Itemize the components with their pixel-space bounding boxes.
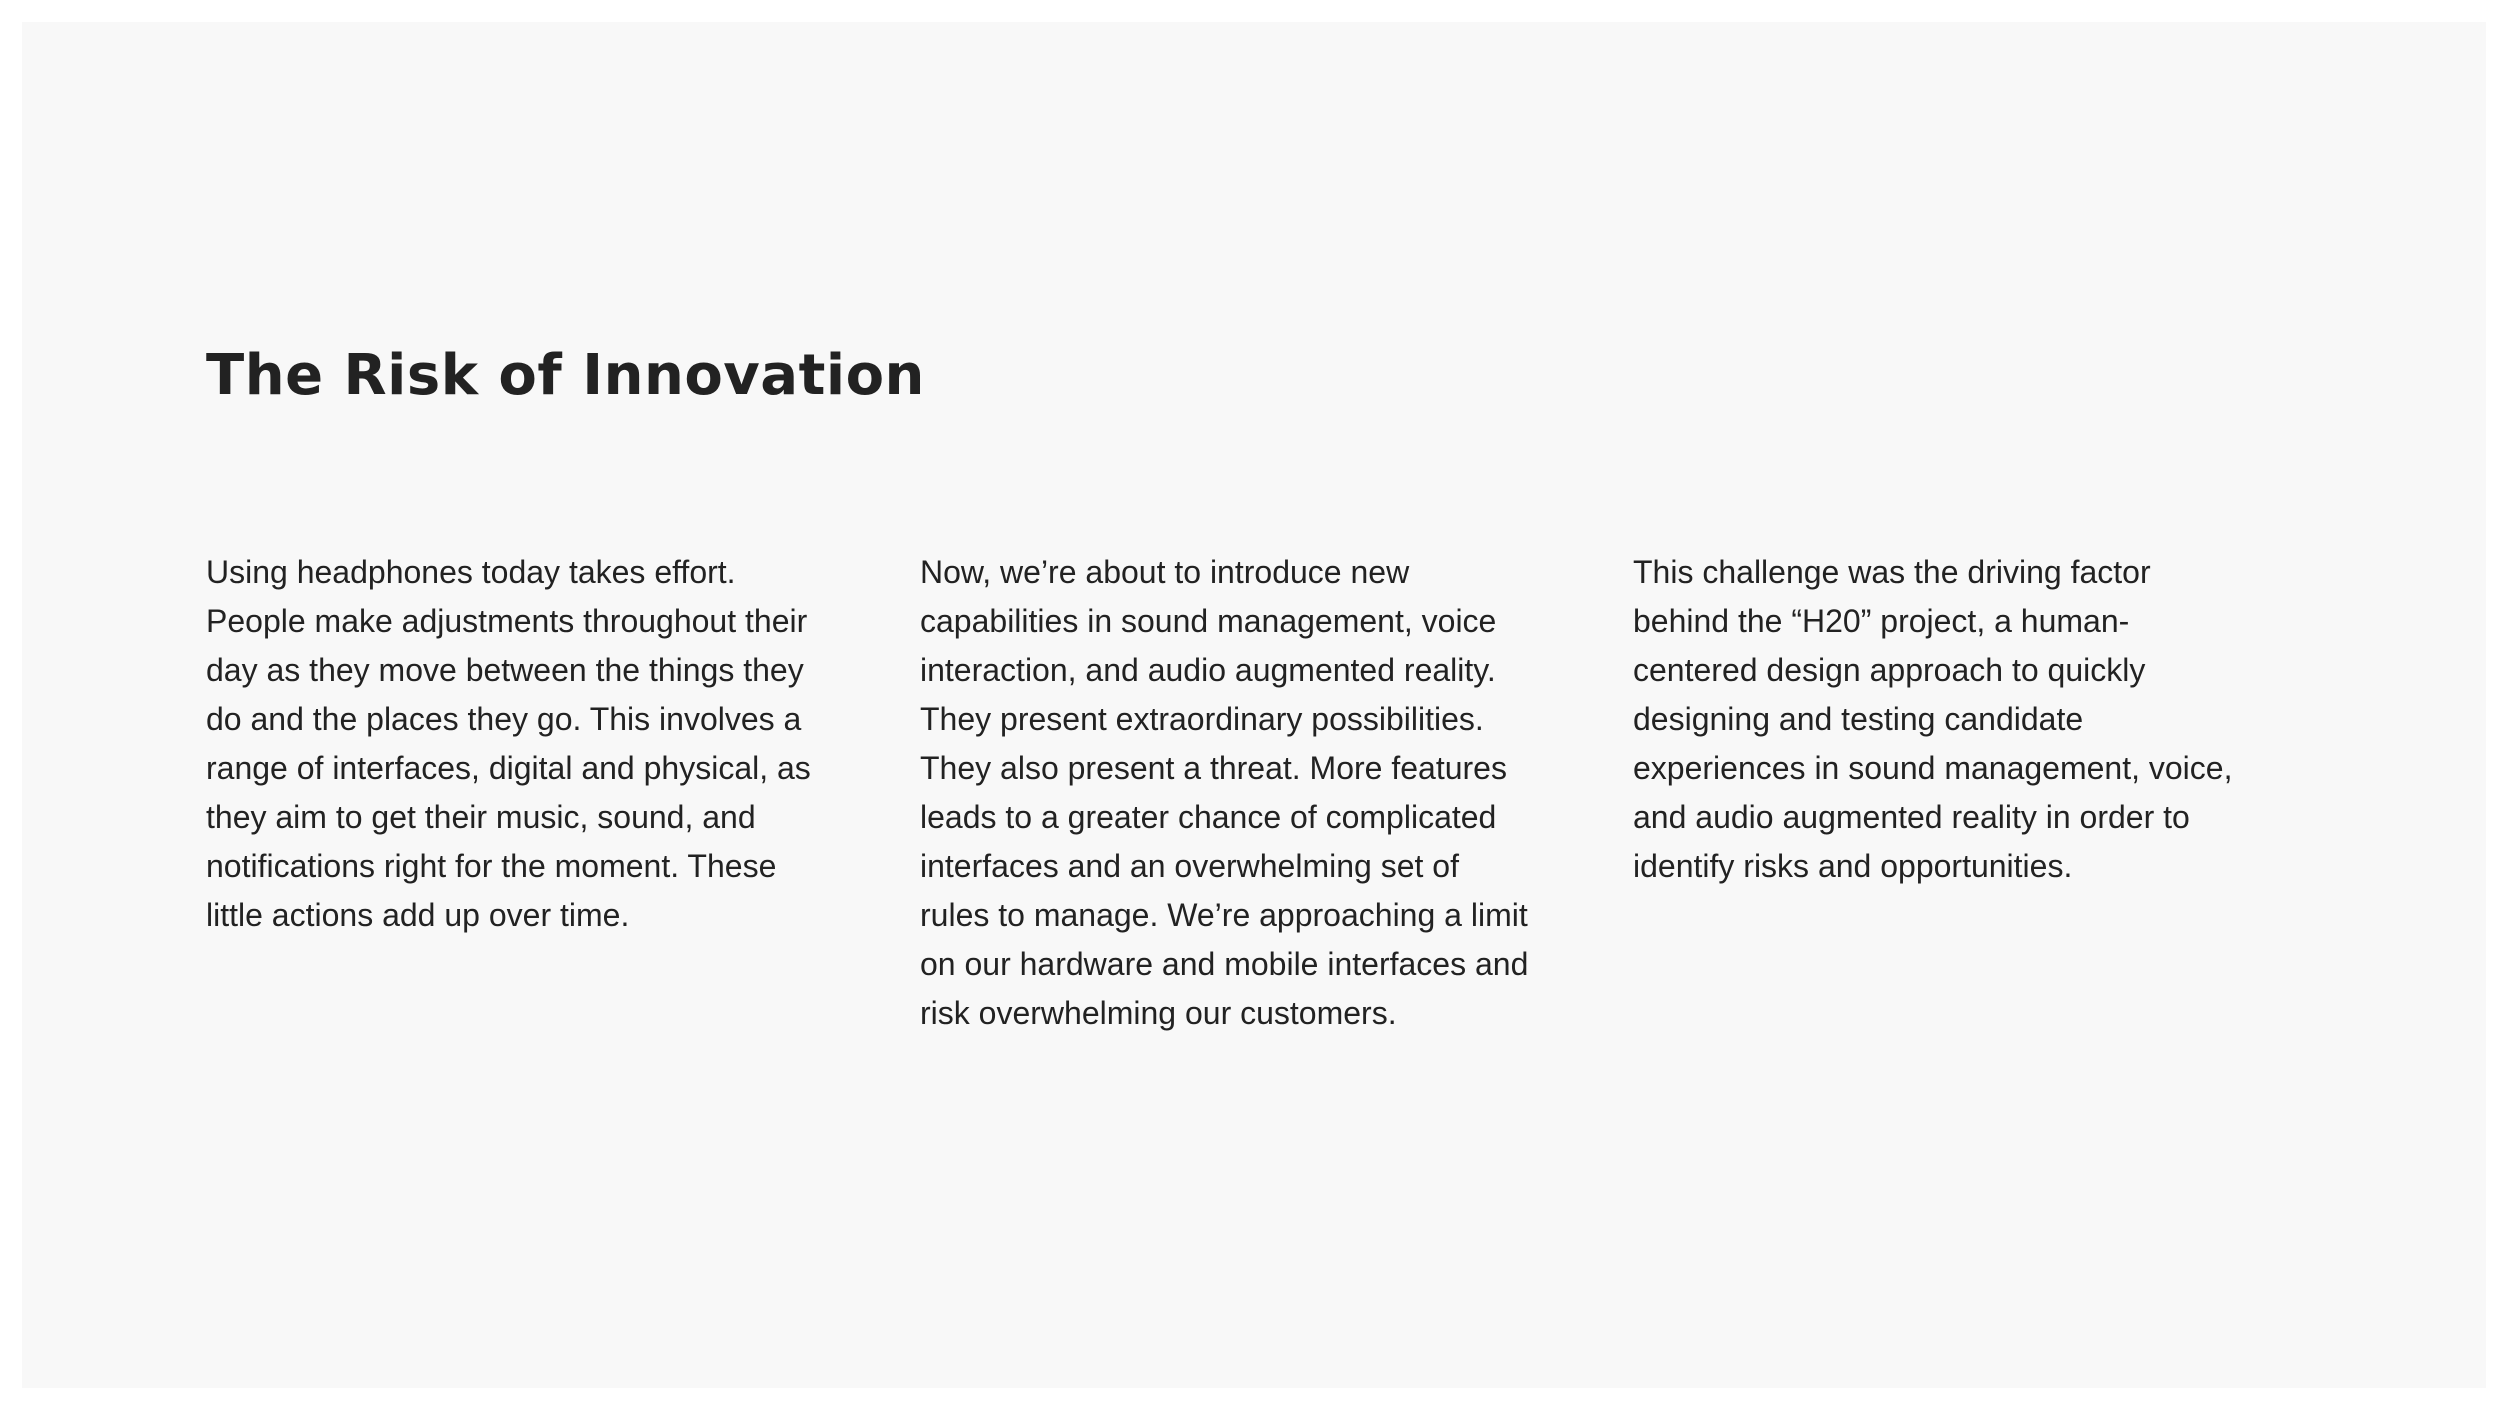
text-line: They also present a threat. More features [920, 750, 1507, 786]
slide [22, 22, 2486, 1388]
text-line: do and the places they go. This involves a [206, 701, 802, 737]
text-line: day as they move between the things they [206, 652, 804, 688]
text-line: People make adjustments throughout their [206, 603, 808, 639]
text-line: rules to manage. We’re approaching a limit [920, 897, 1528, 933]
text-line: range of interfaces, digital and physical, as [206, 750, 811, 786]
text-line: They present extraordinary possibilities. [920, 701, 1484, 737]
slide-title: The Risk of Innovation [206, 343, 925, 408]
text-line: on our hardware and mobile interfaces and [920, 946, 1529, 982]
text-line: This challenge was the driving factor [1633, 554, 2151, 590]
text-line: they aim to get their music, sound, and [206, 799, 756, 835]
body-column-1 [206, 548, 896, 940]
body-column-3 [1633, 548, 2323, 891]
text-line: identify risks and opportunities. [1633, 848, 2073, 884]
text-line: capabilities in sound management, voice [920, 603, 1497, 639]
text-line: leads to a greater chance of complicated [920, 799, 1497, 835]
text-line: Now, we’re about to introduce new [920, 554, 1410, 590]
text-line: little actions add up over time. [206, 897, 630, 933]
text-line: designing and testing candidate [1633, 701, 2084, 737]
text-line: risk overwhelming our customers. [920, 995, 1397, 1031]
text-line: and audio augmented reality in order to [1633, 799, 2190, 835]
text-line: behind the “H20” project, a human- [1633, 603, 2130, 639]
text-line: notifications right for the moment. These [206, 848, 777, 884]
body-column-2 [920, 548, 1610, 1038]
text-line: Using headphones today takes effort. [206, 554, 736, 590]
text-line: interaction, and audio augmented reality. [920, 652, 1496, 688]
text-line: experiences in sound management, voice, [1633, 750, 2233, 786]
text-line: centered design approach to quickly [1633, 652, 2146, 688]
text-line: interfaces and an overwhelming set of [920, 848, 1459, 884]
